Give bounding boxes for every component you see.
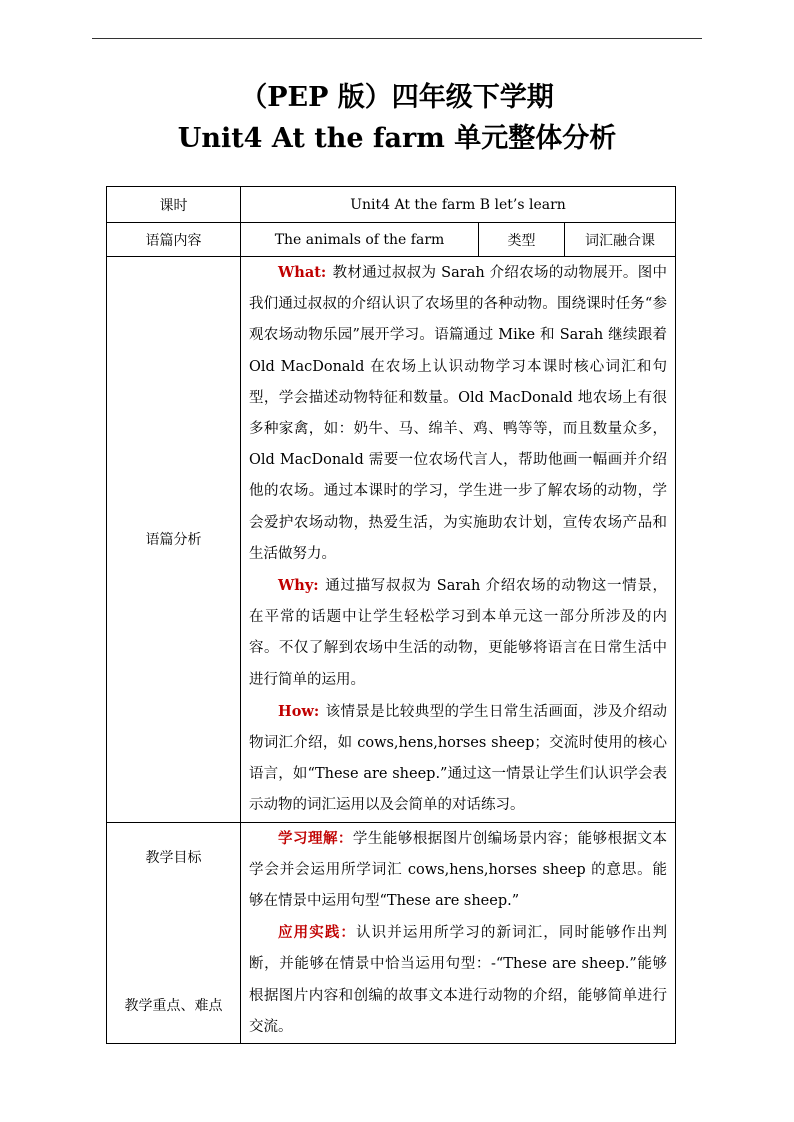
- text-content-label: 语篇内容: [107, 223, 241, 257]
- goals-label: 教学目标: [145, 849, 202, 866]
- text-content-value: The animals of the farm: [241, 223, 479, 257]
- why-keyword: Why:: [278, 577, 319, 595]
- goal-practice: [249, 917, 667, 1043]
- doc-title-line2: Unit4 At the farm 单元整体分析: [177, 123, 617, 154]
- how-text: 该情景是比较典型的学生日常生活画面，涉及介绍动物词汇介绍，如 cows,hens,horses sheep；交流时使用的核心语言，如“These are sheep.”通过这一情景让学生们认识学会表示动物的词汇运用以及会简单的对话练习。: [249, 703, 668, 814]
- how-paragraph: [249, 696, 667, 822]
- goals-label-cell: [107, 822, 241, 1043]
- header-rule: [92, 38, 702, 39]
- goal-understanding: [249, 823, 667, 918]
- understanding-keyword: 学习理解：: [278, 829, 353, 847]
- practice-keyword: 应用实践：: [278, 924, 357, 942]
- lesson-value: Unit4 At the farm B let’s learn: [241, 187, 676, 223]
- analysis-content: [241, 257, 676, 823]
- type-label: 类型: [479, 223, 565, 257]
- row-analysis: [107, 257, 676, 823]
- analysis-label: 语篇分析: [107, 257, 241, 823]
- doc-title-line1: （PEP 版）四年级下学期: [240, 82, 554, 113]
- lesson-label: 课时: [107, 187, 241, 223]
- why-text: 通过描写叔叔为 Sarah 介绍农场的动物这一情景，在平常的话题中让学生轻松学习到本单元这一部分所涉及的内容。不仅了解到农场中生活的动物，更能够将语言在日常生活中进行简单的运用。: [249, 578, 668, 688]
- what-keyword: What:: [278, 264, 327, 281]
- unit-analysis-table: [106, 186, 676, 1044]
- how-keyword: How:: [278, 702, 320, 720]
- row-lesson: [107, 187, 676, 223]
- why-paragraph: [249, 570, 667, 696]
- focus-label: 教学重点、难点: [124, 997, 223, 1014]
- understanding-text: 学生能够根据图片创编场景内容；能够根据文本学会并会运用所学词汇 cows,hens,horses sheep 的意思。能够在情景中运用句型“These are sheep.”: [249, 830, 668, 910]
- type-value: 词汇融合课: [565, 223, 676, 257]
- what-paragraph: [249, 257, 667, 570]
- row-goals: [107, 822, 676, 1043]
- row-text-content: [107, 223, 676, 257]
- goals-content: [241, 822, 676, 1043]
- what-text: 教材通过叔叔为 Sarah 介绍农场的动物展开。图中我们通过叔叔的介绍认识了农场里的各种动物。围绕课时任务“参观农场动物乐园”展开学习。语篇通过 Mike 和 Sarah 继续跟着 Old MacDonald 在农场上认识动物学习本课时核心词汇和句型，学会描述动物特征和数量。Old MacDonald 地农场上有很多种家禽，如：奶牛、马、绵羊、鸡、鸭等等，而且数量众多，Old MacDonald 需要一位农场代言人，帮助他画一幅画并介绍他的农场。通过本课时的学习，学生进一步了解农场的动物，学会爱护农场动物，热爱生活，为实施助农计划，宣传农场产品和生活做努力。: [249, 265, 668, 562]
- practice-text: 认识并运用所学习的新词汇，同时能够作出判断，并能够在情景中恰当运用句型：-“These are sheep.”能够根据图片内容和创编的故事文本进行动物的介绍，能够简单进行交流。: [249, 925, 668, 1035]
